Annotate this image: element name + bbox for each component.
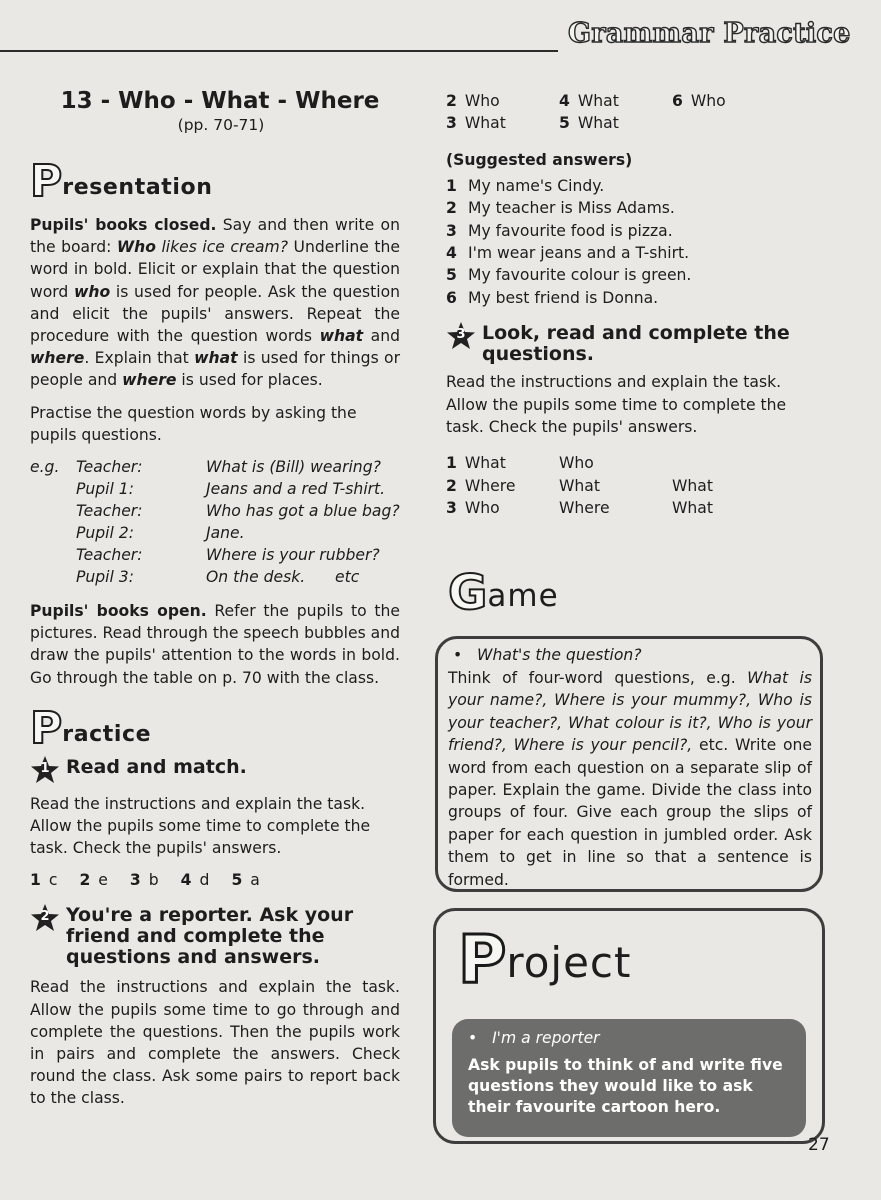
game-word: ame	[487, 578, 559, 614]
practice-word: ractice	[62, 721, 152, 747]
task-title: Read and match.	[66, 755, 247, 778]
answer-number: 5	[559, 114, 570, 133]
project-bullet: • I'm a reporter	[468, 1029, 600, 1047]
item-number: 4	[446, 244, 457, 263]
header-rule	[0, 50, 558, 52]
right-column	[446, 90, 826, 520]
eg-label	[30, 566, 76, 588]
game-text	[448, 667, 812, 891]
unit-title: 13 - Who - What - Where	[60, 88, 380, 114]
presentation-paragraph-1	[30, 214, 400, 392]
text-run: etc. Write one word from each question on a separate slip of paper. Explain the game. Divide the class into groups of four. Give each group the slips of paper for each question in jumbled order. Ask them to get in line so that a sentence is formed.	[448, 736, 813, 889]
speaker: Teacher:	[76, 546, 143, 565]
presentation-initial: P	[30, 156, 63, 207]
answer-number: 2	[446, 476, 457, 495]
star-number-icon	[30, 755, 60, 785]
dialog-row	[30, 500, 400, 522]
answer-number: 4	[559, 92, 570, 110]
text-run: Underline the word in bold. Elicit or explain that the question word	[30, 238, 400, 301]
answer-row	[446, 90, 826, 112]
eg-label: e.g.	[30, 458, 60, 477]
project-initial: P	[458, 921, 507, 998]
task-title: You're a reporter. Ask your friend and complete the questions and answers.	[66, 904, 354, 969]
star-number-icon	[30, 903, 60, 933]
task-2-text: Read the instructions and explain the task. Allow the pupils some time to go through and complete the questions. Then the pupils work in pairs and complete the answers. Check round the class. Ask some pairs to report back to the class.	[30, 978, 400, 1108]
dialog-row	[30, 544, 400, 566]
answer-row	[446, 452, 826, 474]
item-text: My favourite colour is green.	[468, 266, 692, 285]
answer-value: What	[464, 114, 506, 133]
item-text: My teacher is Miss Adams.	[468, 199, 675, 218]
presentation-heading	[30, 156, 400, 207]
answer-value: Who	[464, 92, 500, 110]
answer-row	[446, 112, 826, 134]
answer-number: 3	[446, 499, 457, 518]
keyword: what	[319, 327, 364, 346]
list-item	[446, 175, 826, 197]
task-2-heading	[30, 905, 400, 968]
answer-number: 1	[30, 871, 41, 890]
list-item	[446, 287, 826, 309]
speaker: Pupil 2:	[76, 524, 134, 543]
text-run: Refer the pupils to the pictures. Read through the speech bubbles and draw the pupils' attention to the words in bold. Go through the table on p. 70 with the class.	[30, 602, 400, 687]
game-initial: G	[448, 565, 488, 621]
answer-number: 5	[231, 871, 243, 890]
answer-number: 3	[129, 871, 141, 890]
example-dialog	[30, 456, 400, 588]
answer-number: 6	[672, 92, 683, 110]
presentation-word: resentation	[62, 175, 213, 200]
answer-value: What	[672, 499, 713, 518]
answer-value: What	[559, 476, 600, 495]
line: Jane.	[206, 524, 245, 543]
practice-initial: P	[30, 702, 63, 754]
text-run: is used for things or people and	[30, 349, 400, 390]
answer-value: What	[577, 92, 619, 110]
answer-value: What	[672, 476, 713, 495]
page-number: 27	[808, 1135, 830, 1155]
project-word: roject	[506, 938, 632, 987]
dialog-row	[30, 456, 400, 478]
presentation-paragraph-2: Practise the question words by asking the pupils questions.	[30, 403, 357, 444]
text-run: Think of four-word questions, e.g.	[448, 669, 748, 687]
line: What is (Bill) wearing?	[206, 458, 381, 477]
eg-label	[30, 500, 76, 522]
line: Who has got a blue bag?	[206, 502, 400, 521]
item-number: 5	[446, 266, 457, 285]
speaker: Pupil 1:	[76, 480, 134, 499]
answer-value: What	[577, 114, 619, 133]
task-1-heading	[30, 757, 400, 785]
answer-row	[446, 475, 826, 497]
answer-value: e	[98, 871, 108, 890]
answer-value: Who	[559, 454, 594, 473]
answer	[130, 871, 159, 889]
suggested-answers-list	[446, 175, 826, 309]
answer-row	[446, 497, 826, 519]
speaker: Teacher:	[76, 458, 143, 477]
answer-number: 2	[446, 92, 457, 110]
answer	[79, 871, 107, 889]
task-3-heading	[446, 323, 826, 365]
eg-label	[30, 522, 76, 544]
task-2-answers	[446, 90, 826, 135]
answer-value: a	[250, 871, 260, 890]
list-item	[446, 242, 826, 264]
list-item	[446, 220, 826, 242]
answer	[231, 871, 259, 889]
practice-heading	[30, 702, 400, 754]
project-text: Ask pupils to think of and write five questions they would like to ask their favourite cartoon hero.	[468, 1056, 783, 1116]
task-1-answers	[30, 871, 400, 889]
game-box	[435, 636, 823, 892]
dialog-row	[30, 478, 400, 500]
answer	[30, 871, 57, 889]
example-question: likes ice cream?	[155, 238, 289, 257]
answer-value: b	[148, 871, 159, 890]
example-questions: What is your name?, Where is your mummy?, Who is your teacher?, What colour is it?, Who is your friend?, Where is your pencil?,	[448, 669, 812, 755]
task-3-answers	[446, 452, 826, 519]
answer-number: 3	[446, 114, 457, 133]
item-text: I'm wear jeans and a T-shirt.	[468, 244, 690, 263]
project-panel	[452, 1019, 806, 1137]
instruction-lead: Pupils' books closed.	[30, 216, 217, 234]
keyword: Who	[116, 238, 156, 257]
line: Jeans and a red T-shirt.	[206, 480, 386, 499]
answer-value: Where	[464, 476, 516, 495]
answer-value: d	[199, 871, 210, 890]
text-run: and	[363, 327, 400, 346]
keyword: who	[74, 282, 111, 301]
project-subtitle: I'm a reporter	[492, 1029, 600, 1047]
text-run: . Explain that	[84, 349, 195, 368]
answer-number: 2	[79, 871, 91, 890]
eg-label	[30, 544, 76, 566]
answer-number: 1	[446, 454, 457, 473]
line: Where is your rubber?	[206, 546, 380, 565]
answer-value: c	[48, 871, 58, 890]
dialog-row	[30, 566, 400, 588]
text-run: is used for people. Ask the question and elicit the pupils' answers. Repeat the procedure with the question words	[30, 282, 400, 346]
item-number: 3	[446, 221, 457, 240]
item-number: 1	[446, 176, 457, 195]
line: On the desk. etc	[206, 568, 360, 587]
game-heading	[448, 565, 559, 621]
item-text: My favourite food is pizza.	[468, 221, 673, 240]
answer-value: Who	[690, 92, 726, 110]
task-1-text: Read the instructions and explain the task. Allow the pupils some time to complete the task. Check the pupils' answers.	[30, 794, 371, 858]
game-subtitle: What's the question?	[477, 646, 642, 664]
unit-pages: (pp. 70-71)	[177, 116, 265, 134]
answer-value: What	[464, 454, 506, 473]
answer-value: Where	[559, 499, 610, 518]
answer-number: 4	[180, 871, 192, 890]
task-number: 2	[40, 909, 50, 925]
suggested-answers-heading: (Suggested answers)	[446, 150, 633, 169]
left-column	[30, 88, 400, 1110]
game-bullet: • What's the question?	[448, 646, 642, 664]
answer-value: Who	[464, 499, 500, 518]
star-number-icon	[446, 321, 476, 351]
task-number: 1	[40, 760, 50, 776]
keyword: where	[122, 371, 177, 390]
list-item	[446, 197, 826, 219]
list-item	[446, 264, 826, 286]
task-3-text: Read the instructions and explain the task. Allow the pupils some time to complete the task. Check the pupils' answers.	[446, 373, 787, 437]
speaker: Teacher:	[76, 502, 143, 521]
speaker: Pupil 3:	[76, 568, 134, 587]
item-number: 6	[446, 288, 457, 307]
answer	[181, 871, 210, 889]
keyword: where	[30, 349, 85, 368]
task-number: 3	[456, 327, 466, 343]
task-title: Look, read and complete the questions.	[482, 322, 790, 366]
item-text: My best friend is Donna.	[468, 288, 659, 307]
presentation-paragraph-3	[30, 600, 400, 689]
dialog-row	[30, 522, 400, 544]
text-run: Say and then write on the board:	[30, 216, 400, 257]
item-text: My name's Cindy.	[468, 176, 605, 195]
eg-label	[30, 478, 76, 500]
project-heading	[458, 921, 632, 998]
instruction-lead: Pupils' books open.	[30, 602, 207, 621]
text-run: is used for places.	[176, 371, 323, 390]
running-header: Grammar Practice	[568, 18, 851, 49]
keyword: what	[194, 349, 238, 368]
item-number: 2	[446, 199, 457, 218]
project-box	[433, 908, 825, 1144]
